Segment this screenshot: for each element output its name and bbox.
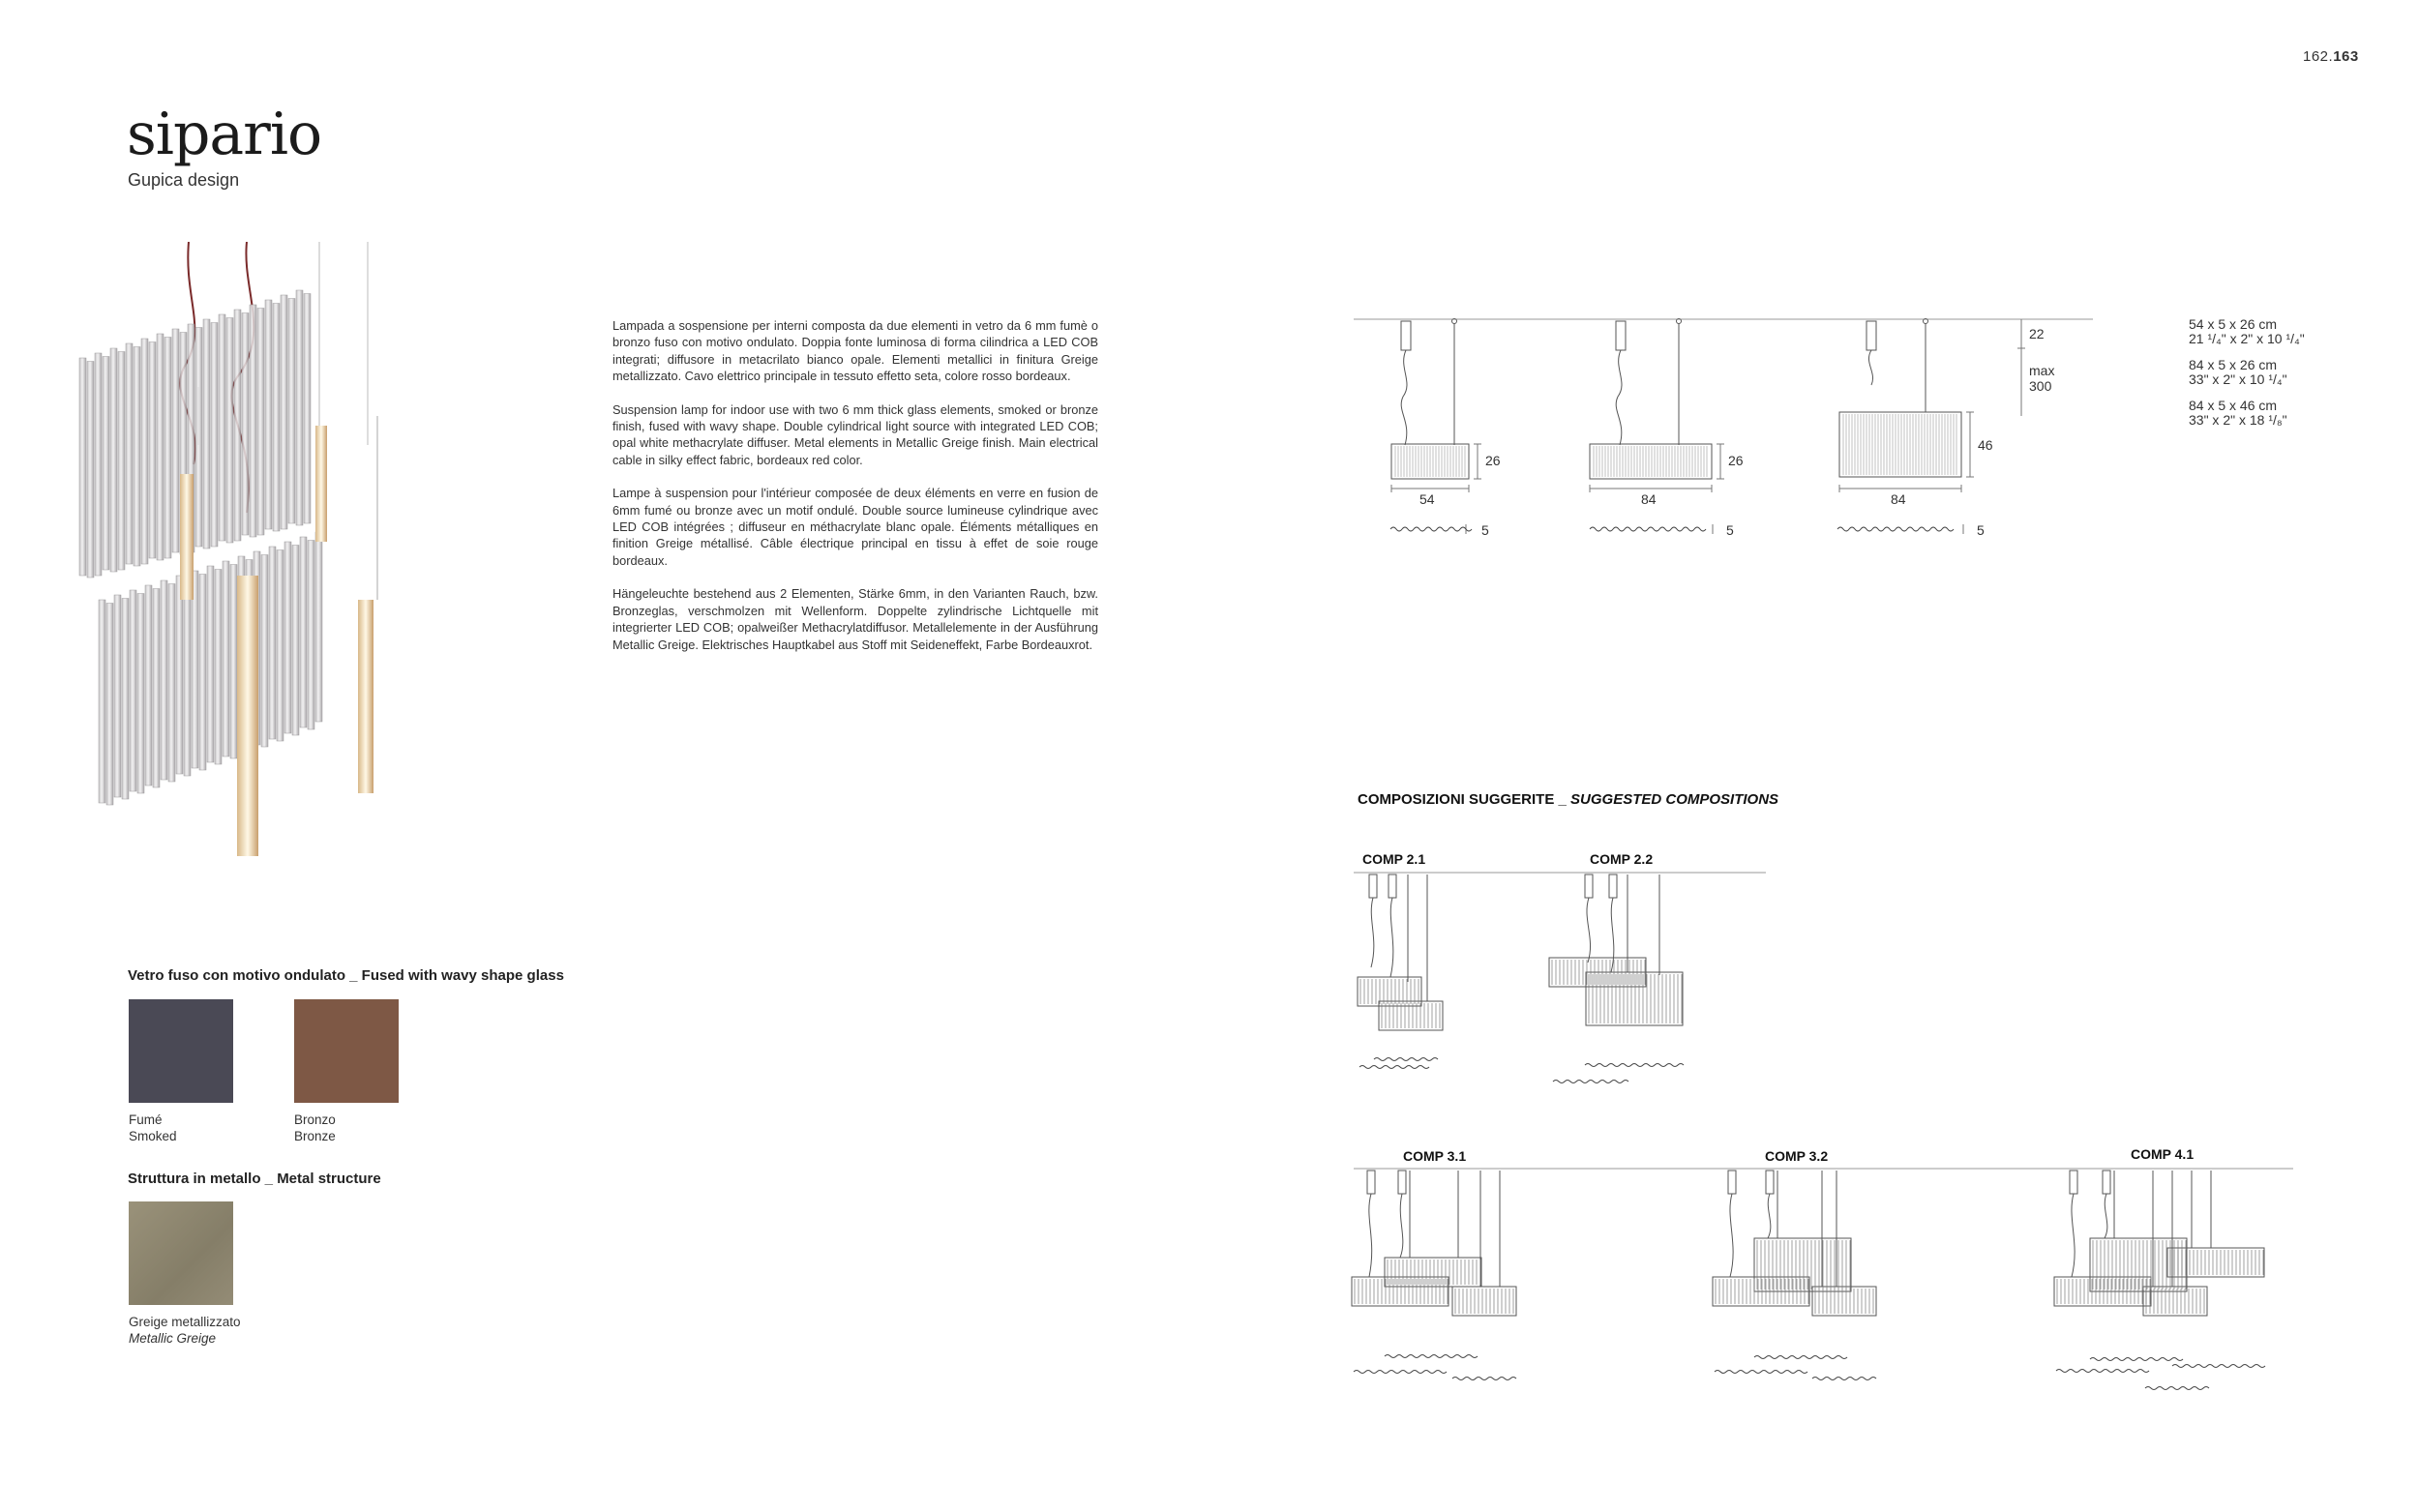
dimension-cm: 54 x 5 x 26 cm bbox=[2189, 316, 2278, 332]
description-de: Hängeleuchte bestehend aus 2 Elementen, Stärke 6mm, in den Varianten Rauch, bzw. Bronzeglas, verschmolzen mit Wellenform. Doppelte zylindrische Lichtquelle mit integrierter LED COB; opalweißer Methacrylatdiffusor. Metallelemente in der Ausführung Metallic Greige. Elektrisches Hauptkabel aus Stoff mit Seideneffekt, Farbe Bordeauxrot. bbox=[612, 586, 1098, 652]
suggested-compositions-heading bbox=[1358, 791, 1778, 808]
dimension-item bbox=[2189, 317, 2305, 346]
metal-finish-heading: Struttura in metallo _ Metal structure bbox=[128, 1171, 381, 1187]
comp-2-2-label: COMP 2.2 bbox=[1590, 851, 1654, 867]
dim-max-value: 300 bbox=[2029, 378, 2052, 394]
product-description bbox=[612, 317, 1098, 669]
swatch-smoked-name-it: Fumé bbox=[129, 1112, 163, 1127]
dimension-item bbox=[2189, 358, 2305, 387]
dimension-inch: 33" x 2" x 18 ¹/₈" bbox=[2189, 412, 2287, 428]
dim-w2: 84 bbox=[1641, 491, 1657, 507]
suggested-label-en: SUGGESTED COMPOSITIONS bbox=[1570, 791, 1779, 808]
description-fr: Lampe à suspension pour l'intérieur composée de deux éléments en verre en fusion de 6mm fumé ou bronze avec un motif ondulé. Double source lumineuse cylindrique avec LED COB intégrées ; diffuseur en méthacrylate blanc opale. Éléments métalliques en finition Greige métallisé. Câble électrique principal en tissu à effet de soie rouge bordeaux. bbox=[612, 486, 1098, 568]
swatch-smoked-label bbox=[129, 1112, 177, 1144]
swatch-bronze-name-en: Bronze bbox=[294, 1128, 336, 1143]
dimension-inch: 33" x 2" x 10 ¹/₄" bbox=[2189, 371, 2287, 387]
product-title: sipario bbox=[127, 101, 322, 168]
page-number-prefix: 162. bbox=[2303, 48, 2334, 65]
suggested-label-it: COMPOSIZIONI SUGGERITE _ bbox=[1358, 791, 1571, 808]
dim-h3: 46 bbox=[1978, 437, 1993, 453]
swatch-bronze[interactable] bbox=[294, 999, 399, 1103]
description-it: Lampada a sospensione per interni composta da due elementi in vetro da 6 mm fumè o bronzo fuso con motivo ondulato. Doppia fonte luminosa di forma cilindrica a LED COB integrati; diffusore in metacrilato bianco opale. Elementi metallici in finitura Greige metallizzato. Cavo elettrico principale in tessuto effetto seta, colore rosso bordeaux. bbox=[612, 318, 1098, 384]
page-number bbox=[2303, 48, 2359, 65]
product-photo bbox=[39, 242, 523, 871]
swatch-bronze-name-it: Bronzo bbox=[294, 1112, 336, 1127]
dimension-inch: 21 ¹/₄" x 2" x 10 ¹/₄" bbox=[2189, 331, 2305, 346]
swatch-greige-name-en bbox=[129, 1331, 241, 1348]
swatch-smoked[interactable] bbox=[129, 999, 233, 1103]
swatch-bronze-label bbox=[294, 1112, 336, 1144]
dim-h1: 26 bbox=[1485, 453, 1501, 468]
glass-finish-heading: Vetro fuso con motivo ondulato _ Fused with wavy shape glass bbox=[128, 967, 564, 984]
dim-d1: 5 bbox=[1481, 522, 1489, 538]
comp-3-2-label: COMP 3.2 bbox=[1765, 1148, 1829, 1164]
swatch-greige-label bbox=[129, 1315, 241, 1347]
dim-w3: 84 bbox=[1891, 491, 1906, 507]
comp-4-1-label: COMP 4.1 bbox=[2131, 1146, 2195, 1162]
product-designer: Gupica design bbox=[128, 170, 240, 190]
dim-ceiling: 22 bbox=[2029, 326, 2045, 341]
comp-2-1-label: COMP 2.1 bbox=[1362, 851, 1426, 867]
dim-d3: 5 bbox=[1977, 522, 1985, 538]
dim-w1: 54 bbox=[1419, 491, 1435, 507]
page-number-current: 163 bbox=[2333, 48, 2359, 65]
dimensions-list bbox=[2189, 317, 2305, 439]
dimension-cm: 84 x 5 x 26 cm bbox=[2189, 357, 2278, 372]
dim-max-label: max bbox=[2029, 363, 2055, 378]
swatch-metallic-greige[interactable] bbox=[129, 1201, 233, 1305]
swatch-smoked-name-en: Smoked bbox=[129, 1128, 177, 1143]
dimension-item bbox=[2189, 399, 2305, 428]
dim-d2: 5 bbox=[1726, 522, 1734, 538]
compositions-drawing bbox=[1350, 861, 2298, 1412]
technical-drawing bbox=[1350, 310, 2105, 561]
comp-3-1-label: COMP 3.1 bbox=[1403, 1148, 1467, 1164]
dimension-cm: 84 x 5 x 46 cm bbox=[2189, 398, 2278, 413]
swatch-greige-name-it: Greige metallizzato bbox=[129, 1315, 241, 1329]
dim-h2: 26 bbox=[1728, 453, 1744, 468]
description-en: Suspension lamp for indoor use with two 6 mm thick glass elements, smoked or bronze finish, fused with wavy shape. Double cylindrical light source with integrated LED COB; opal white methacrylate diffuser. Metal elements in Metallic Greige finish. Main electrical cable in silky effect fabric, bordeaux red color. bbox=[612, 401, 1098, 467]
swatch-greige-name-en-text: Metallic Greige bbox=[129, 1330, 217, 1346]
